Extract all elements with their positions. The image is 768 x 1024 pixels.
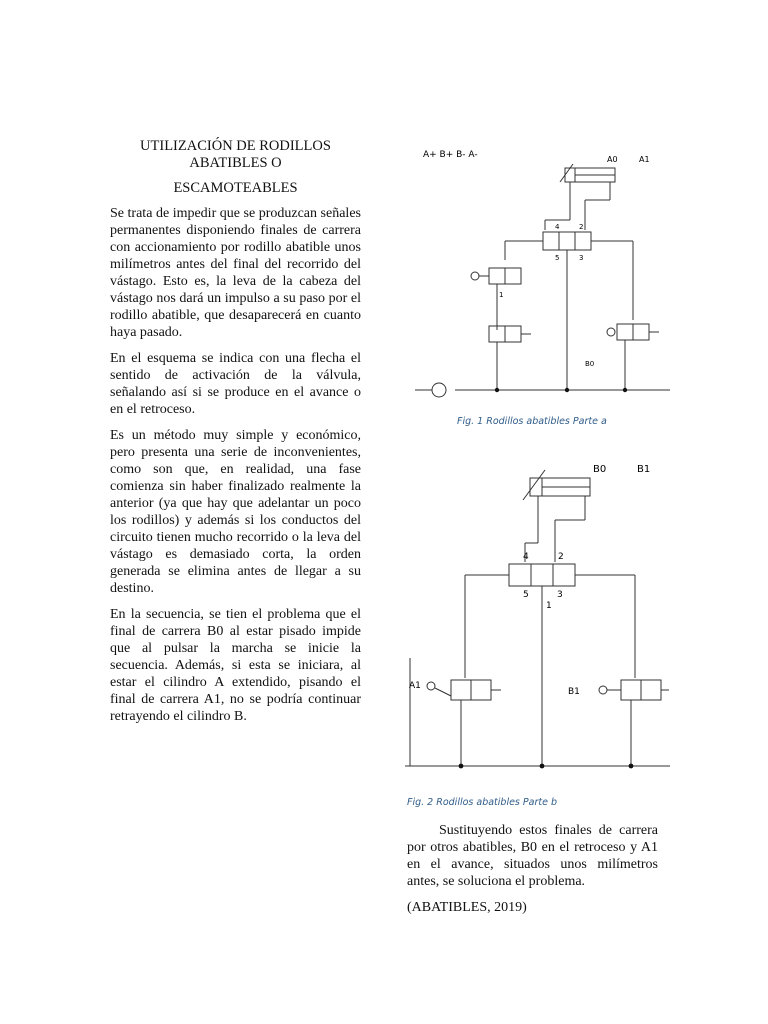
figure-2-diagram: [405, 458, 670, 778]
label-a0: A0: [607, 155, 618, 164]
figure-2-caption: Fig. 2 Rodillos abatibles Parte b: [407, 797, 557, 808]
figure-1-caption: Fig. 1 Rodillos abatibles Parte a: [457, 416, 607, 427]
label-a1: A1: [639, 155, 650, 164]
label-b1-fig2: B1: [637, 464, 651, 475]
figure-1-diagram: [405, 140, 670, 410]
label-a1-fig2: A1: [409, 681, 421, 691]
port-1: 1: [499, 291, 504, 299]
port-2: 2: [579, 223, 584, 231]
label-b0-fig2: B0: [593, 464, 607, 475]
port-1-fig2: 1: [546, 601, 552, 611]
paragraph-2: En el esquema se indica con una flecha el sentido de activación de la válvula, señalando así si se produce en el avance o en el retroceso.: [110, 351, 361, 417]
left-column: [110, 138, 361, 734]
label-b0: B0: [585, 360, 595, 368]
right-column-text: [407, 822, 658, 925]
label-b1-valve: B1: [568, 687, 580, 697]
port-5: 5: [555, 254, 560, 262]
page-title: UTILIZACIÓN DE RODILLOS ABATIBLES O: [140, 138, 331, 171]
paragraph-3: Es un método muy simple y económico, pero presenta una serie de inconvenientes, como son que, en realidad, una fase comienza sin haber finalizado realmente la anterior (ya que hay que adelantar un poco los rodillos) y además si los conductos del circuito tienen mucho recorrido o la leva del vástago es demasiado corta, la orden generada se elimina antes de llegar a su destino.: [110, 428, 361, 596]
right-paragraph: Sustituyendo estos finales de carrera por otros abatibles, B0 en el retroceso y A1 en el avance, situados unos milímetros antes, se soluciona el problema.: [407, 823, 658, 889]
page-title-line2: ESCAMOTEABLES: [173, 180, 298, 196]
port-4: 4: [555, 223, 560, 231]
paragraph-4: En la secuencia, se tien el problema que el final de carrera B0 al estar pisado impide que al pulsar la marcha se inicie la secuencia. Además, si esta se iniciara, al estar el cilindro A extendido, pisando el final de carrera A1, no se podría continuar retrayendo el cilindro B.: [110, 607, 361, 724]
port-4-fig2: 4: [523, 552, 529, 562]
citation: (ABATIBLES, 2019): [407, 900, 527, 915]
port-3: 3: [579, 254, 584, 262]
port-2-fig2: 2: [558, 552, 564, 562]
port-5-fig2: 5: [523, 590, 529, 600]
port-3-fig2: 3: [557, 590, 563, 600]
paragraph-1: Se trata de impedir que se produzcan señales permanentes disponiendo finales de carrera con accionamiento por rodillo abatible unos milímetros antes del final del recorrido del vástago. Esto es, la leva de la cabeza del vástago nos dará un impulso a su paso por el rodillo abatible, que desaparecerá en cuanto haya pasado.: [110, 206, 361, 340]
sequence-label: A+ B+ B- A-: [423, 150, 478, 160]
